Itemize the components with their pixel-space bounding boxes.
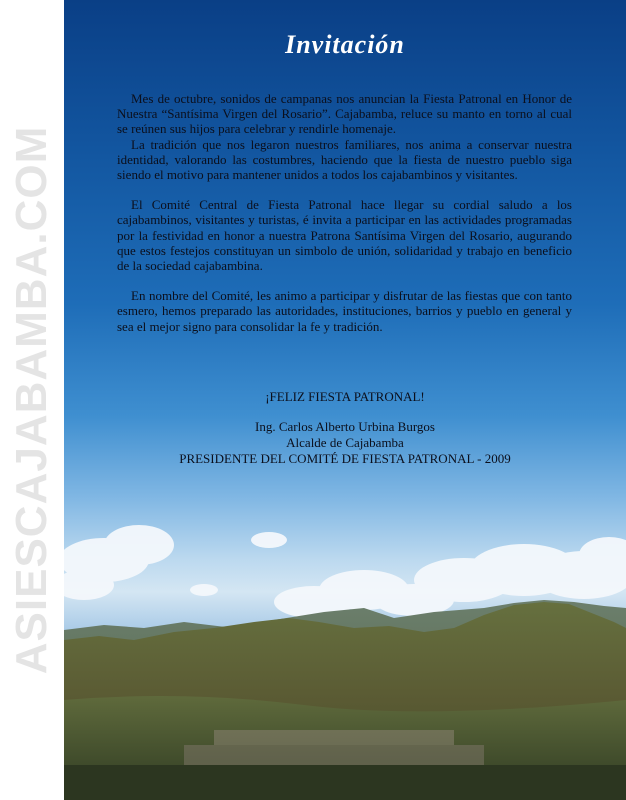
paragraph-4: En nombre del Comité, les animo a participar y disfrutar de las fiestas que con tanto esmero, hemos preparado las autoridades, instituciones, barrios y pueblo en general y sea el mejor signo para consolidar la fe y tradición. <box>117 288 572 334</box>
invitation-panel <box>64 0 626 800</box>
page-title: Invitación <box>285 30 405 59</box>
watermark-text: ASIESCAJABAMBA.COM <box>7 125 56 675</box>
town <box>184 730 484 765</box>
watermark-strip <box>0 0 64 800</box>
paragraph-1: Mes de octubre, sonidos de campanas nos anuncian la Fiesta Patronal en Honor de Nuestra “Santísima Virgen del Rosario”. Cajabamba, reluce su manto en torno al cual se reúnen sus hijos para celebrar y rendirle homenaje. <box>117 91 572 137</box>
invitation-body <box>117 91 572 349</box>
signature-position: PRESIDENTE DEL COMITÉ DE FIESTA PATRONAL - 2009 <box>179 451 511 466</box>
closing-block <box>64 389 626 467</box>
paragraph-2: La tradición que nos legaron nuestros familiares, nos anima a conservar nuestra identidad, valorando las costumbres, haciendo que la fiesta de nuestro pueblo siga siendo el motivo para mantener unidos a todos los cajabambinos y visitantes. <box>117 136 572 183</box>
signature-role: Alcalde de Cajabamba <box>286 435 404 450</box>
signature-name: Ing. Carlos Alberto Urbina Burgos <box>255 419 435 434</box>
paragraph-3: El Comité Central de Fiesta Patronal hace llegar su cordial saludo a los cajabambinos, visitantes y turistas, é invita a participar en las actividades programadas por la festividad en honor a nuestra Patrona Santísima Virgen del Rosario, augurando que estos festejos constituyan un simbolo de unión, solidaridad y trabajo en beneficio de la sociedad cajabambina. <box>117 197 572 274</box>
greeting: ¡FELIZ FIESTA PATRONAL! <box>265 389 425 404</box>
